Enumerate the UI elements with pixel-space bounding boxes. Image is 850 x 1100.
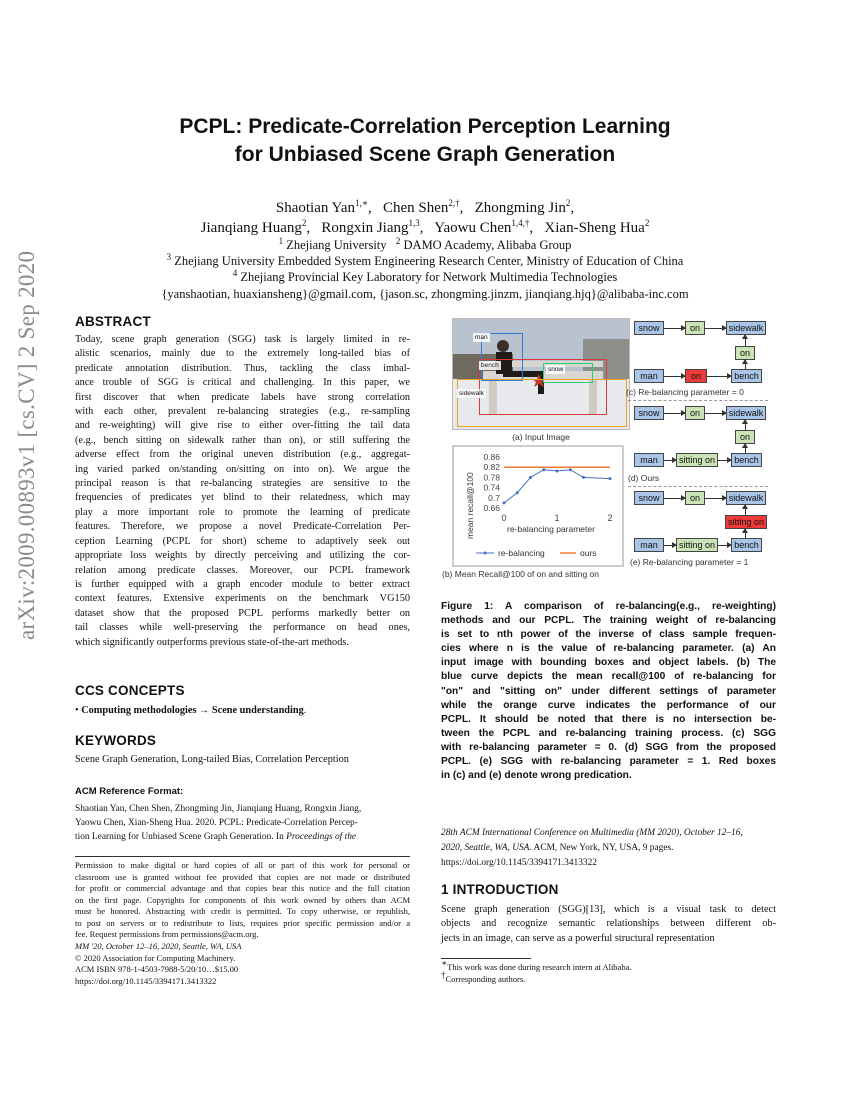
abstract-line: frequencies of predicates yet blind to their relatedness, which may — [75, 492, 410, 504]
panel-a-label: (a) Input Image — [512, 432, 570, 442]
copyright-venue: MM '20, October 12–16, 2020, Seattle, WA, USA — [75, 941, 242, 951]
chart-x-axis-label: re-balancing parameter — [507, 524, 595, 534]
graph-c-node-man: man — [634, 369, 664, 383]
paper-title-line1: PCPL: Predicate-Correlation Perception Learning — [179, 115, 671, 138]
ccs-dot: . — [303, 705, 307, 716]
chart-y-tick-label: 0.74 — [483, 482, 500, 493]
chart-point-re-balancing — [569, 468, 572, 471]
chart-line-re-balancing — [504, 470, 610, 503]
permission-line: for profit or commercial advantage and that copies bear this notice and the full citation — [75, 883, 410, 893]
chart-y-tick-label: 0.82 — [483, 462, 500, 473]
ccs-arrow: → — [199, 705, 210, 716]
chart-y-tick-label: 0.7 — [488, 492, 500, 503]
ccs-heading: CCS CONCEPTS — [75, 683, 185, 698]
ccs-item-a: Computing methodologies — [81, 705, 197, 716]
author-emails: {yanshaotian, huaxiansheng}@gmail.com, {jason.sc, zhongming.jinzm, jianqiang.hjq}@alibaba-inc.com — [161, 287, 689, 301]
graph-c-arrow — [707, 376, 731, 377]
chart-x-tick-label: 0 — [501, 513, 507, 523]
ccs-item-b: Scene understanding — [211, 705, 304, 716]
affiliation-line2 — [0, 253, 850, 270]
abstract-line: and re-weighting) will give rise to either over-fitting the tail data — [75, 420, 410, 432]
abstract-line: adverse effect from the original uneven distribution (e.g., aggregat- — [75, 449, 410, 461]
abstract-line: ception Learning (PCPL for short) scheme to adaptively seek out — [75, 535, 410, 547]
affil-damo: DAMO Academy, Alibaba Group — [403, 238, 572, 252]
graph-d-node-sitting-on: sitting on — [676, 453, 718, 467]
graph-c-node-on1: on — [685, 321, 705, 335]
graph-e-arrow — [664, 545, 676, 546]
acm-ref-doi: https://doi.org/10.1145/3394171.3413322 — [441, 858, 597, 868]
chart-point-re-balancing — [582, 476, 585, 479]
permission-line: on the first page. Copyrights for components of this work owned by others than ACM — [75, 894, 410, 905]
tag-sidewalk: sidewalk — [459, 390, 484, 397]
chart-x-ticks — [501, 513, 612, 523]
graph-c-arrow — [664, 376, 685, 377]
caption-line: PCPL. It should be noted that there is no intersection be- — [441, 713, 776, 725]
chart-y-tick-label: 0.78 — [483, 472, 500, 483]
copyright-doi: https://doi.org/10.1145/3394171.3413322 — [75, 975, 217, 986]
graph-c-arrow-up — [745, 360, 746, 369]
acm-ref-publisher: ACM, New York, NY, USA, 9 pages. — [531, 843, 674, 853]
acm-ref-heading: ACM Reference Format: — [75, 786, 184, 797]
ccs-concepts — [75, 704, 410, 718]
keywords-text: Scene Graph Generation, Long-tailed Bias, Correlation Perception — [75, 754, 349, 765]
abstract-line: relation among predicate classes. Moreover, our PCPL framework — [75, 564, 410, 576]
author-sup: 2 — [644, 218, 650, 228]
permission-line: fee. Request permissions from permissions@acm.org. — [75, 929, 259, 939]
author-sup: 1,4,† — [511, 218, 530, 228]
abstract-line: is further equipped with a graph encoder module to better extract — [75, 578, 410, 590]
chart-y-tick-label: 0.86 — [483, 452, 500, 462]
author-sup: 1,∗ — [355, 198, 368, 208]
affil-zju: Zhejiang University — [286, 238, 387, 252]
author-sup: 1,3 — [408, 218, 420, 228]
chart-point-re-balancing — [609, 477, 612, 480]
panel-e-label: (e) Re-balancing parameter = 1 — [630, 557, 749, 567]
affiliation-line1 — [0, 237, 850, 254]
copyright-line: © 2020 Association for Computing Machinery. — [75, 952, 236, 963]
panel-b-label: (b) Mean Recall@100 of on and sitting on — [442, 569, 599, 579]
figure-input-photo — [452, 318, 630, 430]
permission-line: to post on servers or to redistribute to lists, requires prior specific permission and/or a — [75, 917, 410, 928]
caption-line: with re-balancing parameter = 0. (d) SGG from the proposed — [441, 741, 776, 753]
permission-line: Permission to make digital or hard copies of all or part of this work for personal or — [75, 860, 410, 870]
graph-d-arrow-up — [745, 444, 746, 453]
chart-point-re-balancing — [503, 501, 506, 504]
caption-line: cies where n is the value of re-balancing parameter. (a) An — [441, 643, 776, 655]
chart-x-tick-label: 1 — [554, 513, 560, 523]
graph-c-arrow — [664, 328, 685, 329]
mean-recall-chart — [454, 447, 622, 565]
bbox-sidewalk — [457, 379, 627, 427]
graph-e-arrow — [664, 498, 685, 499]
author-name: Chen Shen — [382, 200, 449, 216]
abstract-line: with each other, prevalent re-balancing strategies (e.g., re-sampling — [75, 406, 410, 418]
keywords-heading: KEYWORDS — [75, 733, 157, 748]
author-name: Xian-Sheng Hua — [544, 220, 645, 236]
introduction-line: objects and recognize semantic relationships between different ob- — [441, 918, 776, 930]
caption-line: in (c) and (e) denote wrong predication. — [441, 770, 632, 782]
caption-line: methods and our PCPL. The training weight of re-balancing — [441, 615, 776, 627]
abstract-line: alistic scenarios, mainly due to the extremely long-tailed bias of — [75, 348, 410, 360]
acm-ref-conference: 28th ACM International Conference on Multimedia (MM 2020), October 12–16, — [441, 828, 743, 838]
graph-d-node-bench: bench — [731, 453, 762, 467]
chart-y-tick-label: 0.66 — [483, 503, 500, 513]
graph-d-arrow — [664, 413, 685, 414]
permission-notice — [75, 860, 410, 941]
panel-divider — [628, 486, 768, 487]
chart-y-axis-label: mean recall@100 — [465, 472, 475, 539]
graph-e-arrow-up — [745, 505, 746, 515]
affil-sup: 3 — [166, 251, 172, 262]
affil-multimedia: Zhejiang Provincial Key Laboratory for Network Multimedia Technologies — [240, 270, 618, 284]
abstract-line: dataset show that the proposed PCPL performs markedly better on — [75, 607, 410, 619]
introduction-line: Scene graph generation (SGG)[13], which is a visual task to detect — [441, 904, 776, 915]
graph-c-node-bench: bench — [731, 369, 762, 383]
footnote-mark: ∗ — [441, 958, 448, 969]
footnote-1 — [441, 958, 776, 974]
copyright-block — [75, 941, 410, 987]
graph-e-node-bench: bench — [731, 538, 762, 552]
caption-line: is set to nth power of the inverse of class sample frequen- — [441, 629, 776, 641]
graph-d-node-man: man — [634, 453, 664, 467]
chart-point-re-balancing — [529, 476, 532, 479]
affiliation-line3 — [0, 269, 850, 286]
graph-e-node-on1: on — [685, 491, 705, 505]
abstract-line: play a more important role to promote the learning of predicate — [75, 506, 410, 518]
acm-ref-line — [75, 830, 410, 844]
abstract-line: first discover that when predicate labels have strong correlation — [75, 391, 410, 403]
caption-line: while the orange curve indicates the performance of our — [441, 699, 776, 711]
graph-e-arrow — [718, 545, 731, 546]
footnotes — [441, 958, 776, 985]
footnote-text: This work was done during research intern at Alibaba. — [447, 962, 632, 972]
abstract-line: context features. Extensive experiments on the benchmark VG150 — [75, 593, 410, 605]
legend-marker-rebalance — [484, 552, 487, 555]
permission-line: classroom use is granted without fee provided that copies are not made or distributed — [75, 871, 410, 882]
abstract-line: (e.g., bench sitting on sidewalk rather than on), or still suffering the — [75, 434, 410, 446]
abstract-line: tail classes while well-preserving the performance on head ones, — [75, 622, 410, 634]
abstract-line: ance trouble of SGG is critical and challenging. In this paper, we — [75, 377, 410, 389]
tag-bench: bench — [481, 362, 499, 369]
graph-c-node-on2: on — [735, 346, 755, 360]
graph-e-node-sitting-on-wrong: sitting on — [725, 515, 767, 529]
graph-e-node-snow: snow — [634, 491, 664, 505]
chart-point-re-balancing — [542, 468, 545, 471]
affil-embedded: Zhejiang University Embedded System Engineering Research Center, Ministry of Education of China — [174, 254, 684, 268]
caption-line: PCPL. (e) SGG with re-balancing parameter = 1. Red boxes — [441, 756, 776, 768]
abstract-line: Today, scene graph generation (SGG) task is largely limited in re- — [75, 334, 410, 345]
abstract-line: principal reason is that re-balancing strategies are sensitive to the — [75, 478, 410, 490]
panel-divider — [628, 400, 768, 401]
caption-line: blue curve depicts the mean recall@100 of re-balancing for — [441, 671, 776, 683]
acm-ref-line: Yaowu Chen, Xian-Sheng Hua. 2020. PCPL: Predicate-Correlation Percep- — [75, 818, 358, 828]
figure-caption — [441, 600, 776, 783]
abstract-line: ing varied parked on/standing on/sitting on into on). We argue the — [75, 463, 410, 475]
graph-e-arrow — [705, 498, 726, 499]
graph-c-arrow — [705, 328, 726, 329]
acm-ref-text: tion Learning for Unbiased Scene Graph Generation. In — [75, 832, 287, 842]
chart-x-tick-label: 2 — [607, 513, 613, 523]
legend-label-ours: ours — [580, 548, 597, 558]
acm-ref-line: Shaotian Yan, Chen Shen, Zhongming Jin, Jianqiang Huang, Rongxin Jiang, — [75, 804, 362, 814]
abstract-heading: ABSTRACT — [75, 314, 151, 329]
tag-snow: snow — [548, 366, 564, 373]
acm-ref-place: 2020, Seattle, WA, USA. — [441, 843, 532, 853]
footnote-rule — [441, 958, 531, 959]
graph-d-node-on1: on — [685, 406, 705, 420]
author-name: Zhongming Jin — [474, 200, 566, 216]
graph-d-node-sidewalk: sidewalk — [726, 406, 766, 420]
acm-ref-body — [75, 802, 410, 844]
paper-title-line2: for Unbiased Scene Graph Generation — [234, 143, 616, 166]
abstract-line: features. Therefore, we propose a novel Predicate-Correlation Per- — [75, 521, 410, 533]
copyright-isbn: ACM ISBN 978-1-4503-7988-5/20/10…$15.00 — [75, 964, 239, 974]
arxiv-sidebar-id: arXiv:2009.00893v1 [cs.CV] 2 Sep 2020 — [14, 250, 39, 640]
graph-d-arrow-up — [745, 420, 746, 430]
author-name: Yaowu Chen — [434, 220, 512, 236]
author-name: Rongxin Jiang — [321, 220, 409, 236]
caption-line: input image with bounding boxes and object labels. (b) The — [441, 657, 776, 669]
abstract-line: appropriate loss weights by directly perceiving and utilizing the cor- — [75, 550, 410, 562]
footnote-2 — [441, 969, 776, 986]
graph-c-node-on3-wrong: on — [685, 369, 707, 383]
ccs-bullet: • — [75, 705, 79, 716]
graph-e-arrow-up — [745, 529, 746, 538]
author-name: Shaotian Yan — [275, 200, 356, 216]
tag-man: man — [475, 334, 488, 341]
legend-label-rebalance: re-balancing — [498, 548, 545, 558]
introduction-body — [441, 903, 776, 946]
chart-point-re-balancing — [556, 470, 559, 473]
acm-ref-location — [441, 841, 776, 856]
abstract-line: predicate annotation distribution. Thus, tackling the class imbal- — [75, 362, 410, 374]
graph-c-arrow-up — [745, 335, 746, 346]
author-sup: 2 — [301, 218, 307, 228]
author-sup: 2,† — [448, 198, 460, 208]
introduction-heading: 1 INTRODUCTION — [441, 882, 559, 897]
graph-d-arrow — [664, 460, 676, 461]
footnote-mark: † — [441, 969, 446, 980]
affil-sup: 4 — [232, 267, 238, 278]
author-name: Jianqiang Huang — [200, 220, 302, 236]
abstract-line: which significantly outperforms previous state-of-the-art methods. — [75, 636, 349, 648]
graph-e-node-sidewalk: sidewalk — [726, 491, 766, 505]
panel-c-label: (c) Re-balancing parameter = 0 — [626, 387, 744, 397]
caption-line: tween the PCPL and re-balancing training process. (c) SGG — [441, 727, 776, 739]
authors-line1: Shaotian Yan$^{1,∗}$, Chen Shen$^{2,\dagger}$, Zhongming Jin$^2$, — [275, 198, 575, 216]
abstract-body — [75, 333, 410, 650]
chart-panel — [452, 445, 624, 567]
panel-d-label: (d) Ours — [628, 473, 660, 483]
caption-line: Figure 1: A comparison of re-balancing(e.g., re-weighting) — [441, 601, 776, 612]
authors-line2: Jianqiang Huang$^2$, Rongxin Jiang$^{1,3}$, Yaowu Chen$^{1,4,\dagger}$, Xian-Sheng Hua$^2$ — [200, 218, 650, 236]
affil-sup: 1 — [278, 235, 284, 246]
affil-sup: 2 — [395, 235, 401, 246]
introduction-line: jects in an image, can serve as a powerful structural representation — [441, 932, 715, 944]
acm-ref-continued — [441, 826, 776, 871]
graph-e-node-man: man — [634, 538, 664, 552]
graph-d-arrow — [718, 460, 731, 461]
graph-d-node-snow: snow — [634, 406, 664, 420]
permission-rule — [75, 856, 410, 857]
chart-point-re-balancing — [516, 491, 519, 494]
caption-line: "on" and "sitting on" under different settings of parameter — [441, 685, 776, 697]
graph-d-node-on2: on — [735, 430, 755, 444]
graph-e-node-sitting-on: sitting on — [676, 538, 718, 552]
permission-line: must be honored. Abstracting with credit is permitted. To copy otherwise, or republish, — [75, 906, 410, 916]
graph-c-node-sidewalk: sidewalk — [726, 321, 766, 335]
acm-ref-italic: Proceedings of the — [286, 832, 357, 842]
footnote-text: Corresponding authors. — [445, 973, 526, 984]
chart-y-ticks — [483, 452, 500, 513]
chart-series — [503, 467, 612, 504]
graph-d-arrow — [705, 413, 726, 414]
author-sup: 2 — [565, 198, 571, 208]
graph-c-node-snow: snow — [634, 321, 664, 335]
